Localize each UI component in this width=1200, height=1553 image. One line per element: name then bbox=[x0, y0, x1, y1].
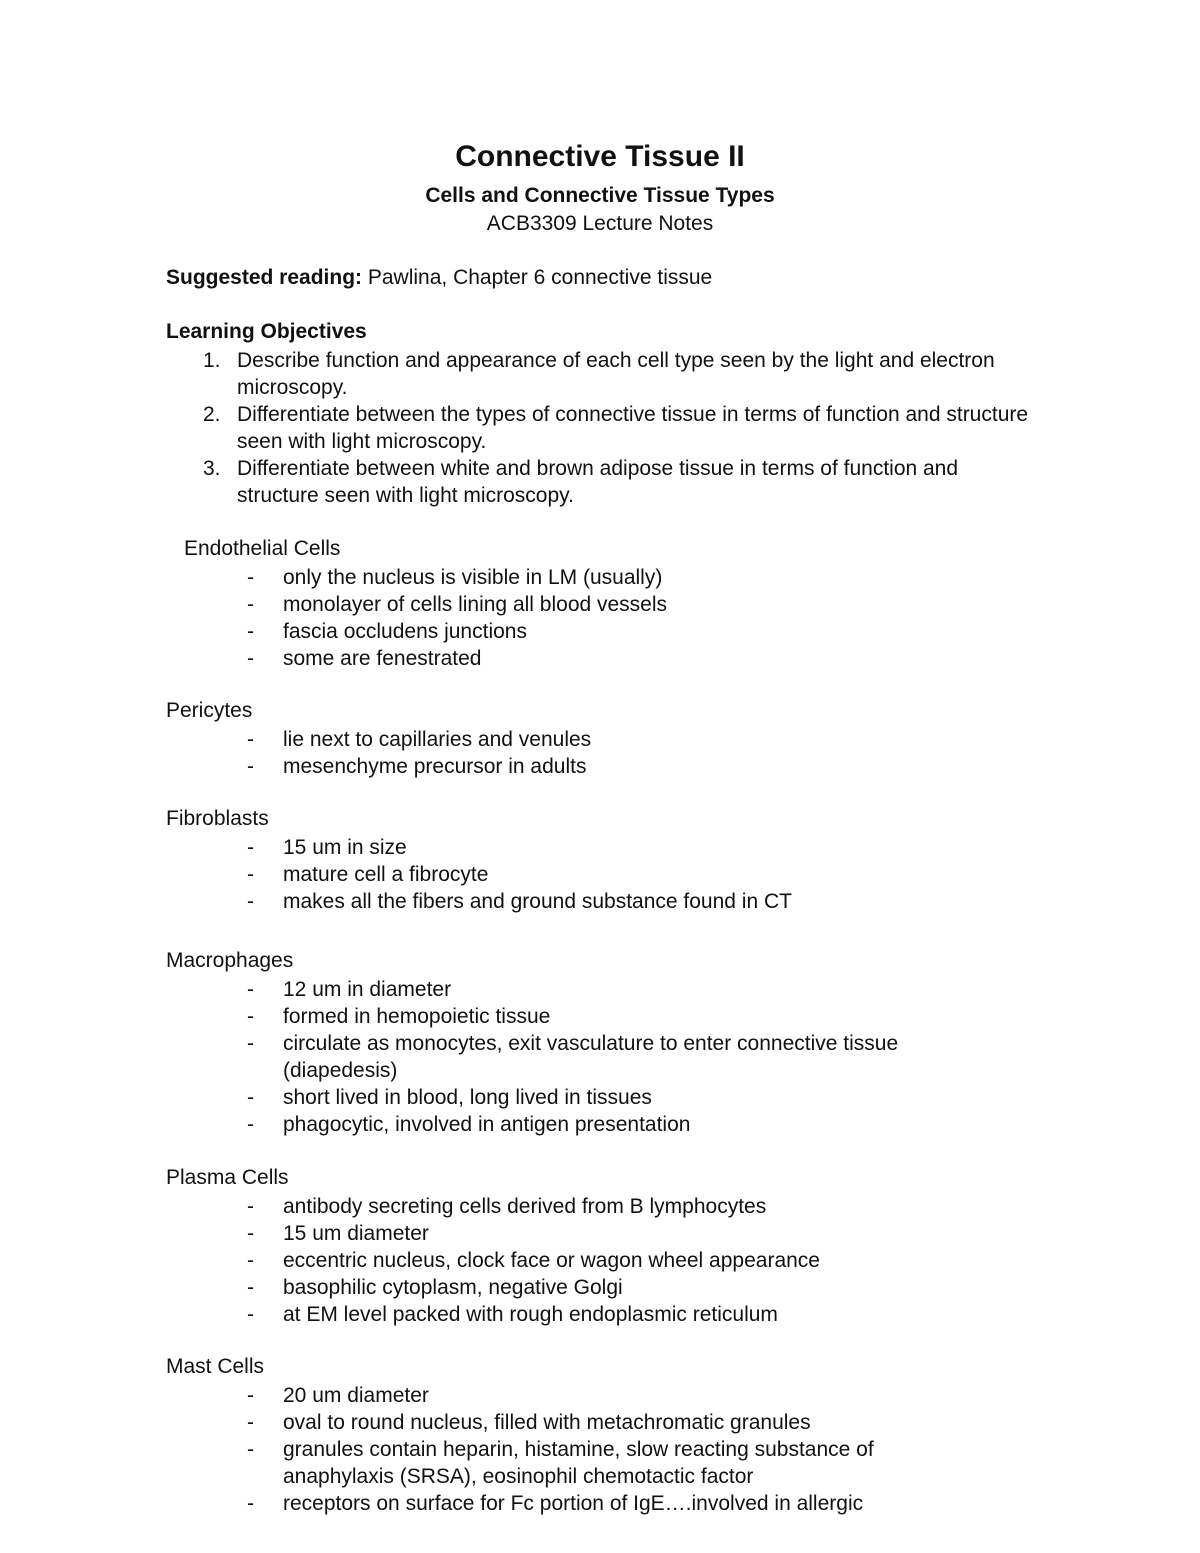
list-item-text: only the nucleus is visible in LM (usually) bbox=[283, 566, 663, 589]
section-heading-macrophages: Macrophages bbox=[166, 949, 294, 972]
bullet-dash: - bbox=[247, 890, 254, 913]
objective-number: 3. bbox=[203, 457, 221, 480]
bullet-dash: - bbox=[247, 1032, 254, 1055]
bullet-dash: - bbox=[247, 755, 254, 778]
list-item bbox=[0, 1409, 983, 1436]
bullet-dash: - bbox=[247, 1411, 254, 1434]
bullet-dash: - bbox=[247, 1492, 254, 1515]
section-heading-mast-cells: Mast Cells bbox=[166, 1355, 265, 1378]
bullet-dash: - bbox=[247, 620, 254, 643]
section-list-endothelial-cells bbox=[0, 564, 1200, 672]
suggested-reading bbox=[166, 266, 712, 290]
bullet-dash: - bbox=[247, 1113, 254, 1136]
suggested-reading-label: Suggested reading: bbox=[166, 266, 363, 289]
section-list-mast-cells bbox=[0, 1382, 1200, 1517]
list-item-text: some are fenestrated bbox=[283, 647, 482, 670]
bullet-dash: - bbox=[247, 863, 254, 886]
bullet-dash: - bbox=[247, 1086, 254, 1109]
list-item bbox=[0, 976, 983, 1003]
bullet-dash: - bbox=[247, 1438, 254, 1461]
list-item-text: oval to round nucleus, filled with metachromatic granules bbox=[283, 1411, 811, 1434]
list-item bbox=[0, 1003, 983, 1030]
section-list-plasma-cells bbox=[0, 1193, 1200, 1328]
list-item bbox=[0, 618, 983, 645]
list-item bbox=[0, 591, 983, 618]
objective-number: 2. bbox=[203, 403, 221, 426]
page-title: Connective Tissue II bbox=[455, 140, 745, 173]
learning-objectives-list bbox=[0, 347, 1200, 509]
list-item-text: mature cell a fibrocyte bbox=[283, 863, 489, 886]
section-heading-fibroblasts: Fibroblasts bbox=[166, 807, 269, 830]
bullet-dash: - bbox=[247, 1303, 254, 1326]
list-item bbox=[0, 726, 983, 753]
list-item bbox=[0, 1030, 983, 1084]
bullet-dash: - bbox=[247, 1195, 254, 1218]
bullet-dash: - bbox=[247, 1005, 254, 1028]
list-item bbox=[0, 834, 983, 861]
list-item bbox=[0, 1490, 983, 1517]
bullet-dash: - bbox=[247, 593, 254, 616]
list-item bbox=[0, 753, 983, 780]
page-subtitle: Cells and Connective Tissue Types bbox=[425, 184, 775, 207]
list-item-text: 15 um diameter bbox=[283, 1222, 429, 1245]
bullet-dash: - bbox=[247, 836, 254, 859]
list-item-text: mesenchyme precursor in adults bbox=[283, 755, 587, 778]
list-item-text: formed in hemopoietic tissue bbox=[283, 1005, 551, 1028]
bullet-dash: - bbox=[247, 1249, 254, 1272]
bullet-dash: - bbox=[247, 566, 254, 589]
objective-item bbox=[0, 401, 1037, 455]
list-item bbox=[0, 1247, 983, 1274]
list-item bbox=[0, 861, 983, 888]
list-item bbox=[0, 1301, 983, 1328]
section-heading-pericytes: Pericytes bbox=[166, 699, 253, 722]
list-item-text: short lived in blood, long lived in tissues bbox=[283, 1086, 652, 1109]
bullet-dash: - bbox=[247, 1276, 254, 1299]
objective-text: Differentiate between the types of connective tissue in terms of function and structure seen with light microscopy. bbox=[237, 403, 1029, 453]
list-item bbox=[0, 888, 983, 915]
list-item-text: phagocytic, involved in antigen presentation bbox=[283, 1113, 691, 1136]
list-item bbox=[0, 1084, 983, 1111]
bullet-dash: - bbox=[247, 728, 254, 751]
section-list-pericytes bbox=[0, 726, 1200, 780]
list-item-text: 12 um in diameter bbox=[283, 978, 452, 1001]
section-heading-plasma-cells: Plasma Cells bbox=[166, 1166, 289, 1189]
list-item-text: basophilic cytoplasm, negative Golgi bbox=[283, 1276, 623, 1299]
objective-number: 1. bbox=[203, 349, 221, 372]
list-item bbox=[0, 1382, 983, 1409]
list-item-text: 20 um diameter bbox=[283, 1384, 429, 1407]
list-item bbox=[0, 1220, 983, 1247]
section-list-macrophages bbox=[0, 976, 1200, 1138]
list-item-text: antibody secreting cells derived from B lymphocytes bbox=[283, 1195, 767, 1218]
objective-text: Differentiate between white and brown adipose tissue in terms of function and structure seen with light microscopy. bbox=[237, 457, 959, 507]
list-item-text: at EM level packed with rough endoplasmic reticulum bbox=[283, 1303, 778, 1326]
list-item bbox=[0, 564, 983, 591]
section-heading-endothelial-cells: Endothelial Cells bbox=[184, 537, 341, 560]
list-item bbox=[0, 1111, 983, 1138]
objective-item bbox=[0, 455, 1037, 509]
list-item bbox=[0, 1274, 983, 1301]
bullet-dash: - bbox=[247, 647, 254, 670]
list-item bbox=[0, 1436, 983, 1490]
list-item-text: eccentric nucleus, clock face or wagon wheel appearance bbox=[283, 1249, 820, 1272]
objective-text: Describe function and appearance of each cell type seen by the light and electron microscopy. bbox=[237, 349, 995, 399]
bullet-dash: - bbox=[247, 1222, 254, 1245]
list-item-text: receptors on surface for Fc portion of IgE….involved in allergic bbox=[283, 1492, 864, 1515]
list-item bbox=[0, 1193, 983, 1220]
bullet-dash: - bbox=[247, 1384, 254, 1407]
bullet-dash: - bbox=[247, 978, 254, 1001]
suggested-reading-text: Pawlina, Chapter 6 connective tissue bbox=[362, 266, 713, 289]
learning-objectives-heading: Learning Objectives bbox=[166, 320, 367, 343]
section-list-fibroblasts bbox=[0, 834, 1200, 915]
list-item-text: makes all the fibers and ground substance found in CT bbox=[283, 890, 792, 913]
list-item-text: circulate as monocytes, exit vasculature to enter connective tissue (diapedesis) bbox=[283, 1032, 899, 1082]
list-item-text: monolayer of cells lining all blood vessels bbox=[283, 593, 668, 616]
objective-item bbox=[0, 347, 1037, 401]
list-item-text: lie next to capillaries and venules bbox=[283, 728, 592, 751]
list-item-text: 15 um in size bbox=[283, 836, 407, 859]
list-item bbox=[0, 645, 983, 672]
list-item-text: fascia occludens junctions bbox=[283, 620, 527, 643]
list-item-text: granules contain heparin, histamine, slow reacting substance of anaphylaxis (SRSA), eosinophil chemotactic factor bbox=[283, 1438, 874, 1488]
course-label: ACB3309 Lecture Notes bbox=[486, 212, 714, 235]
